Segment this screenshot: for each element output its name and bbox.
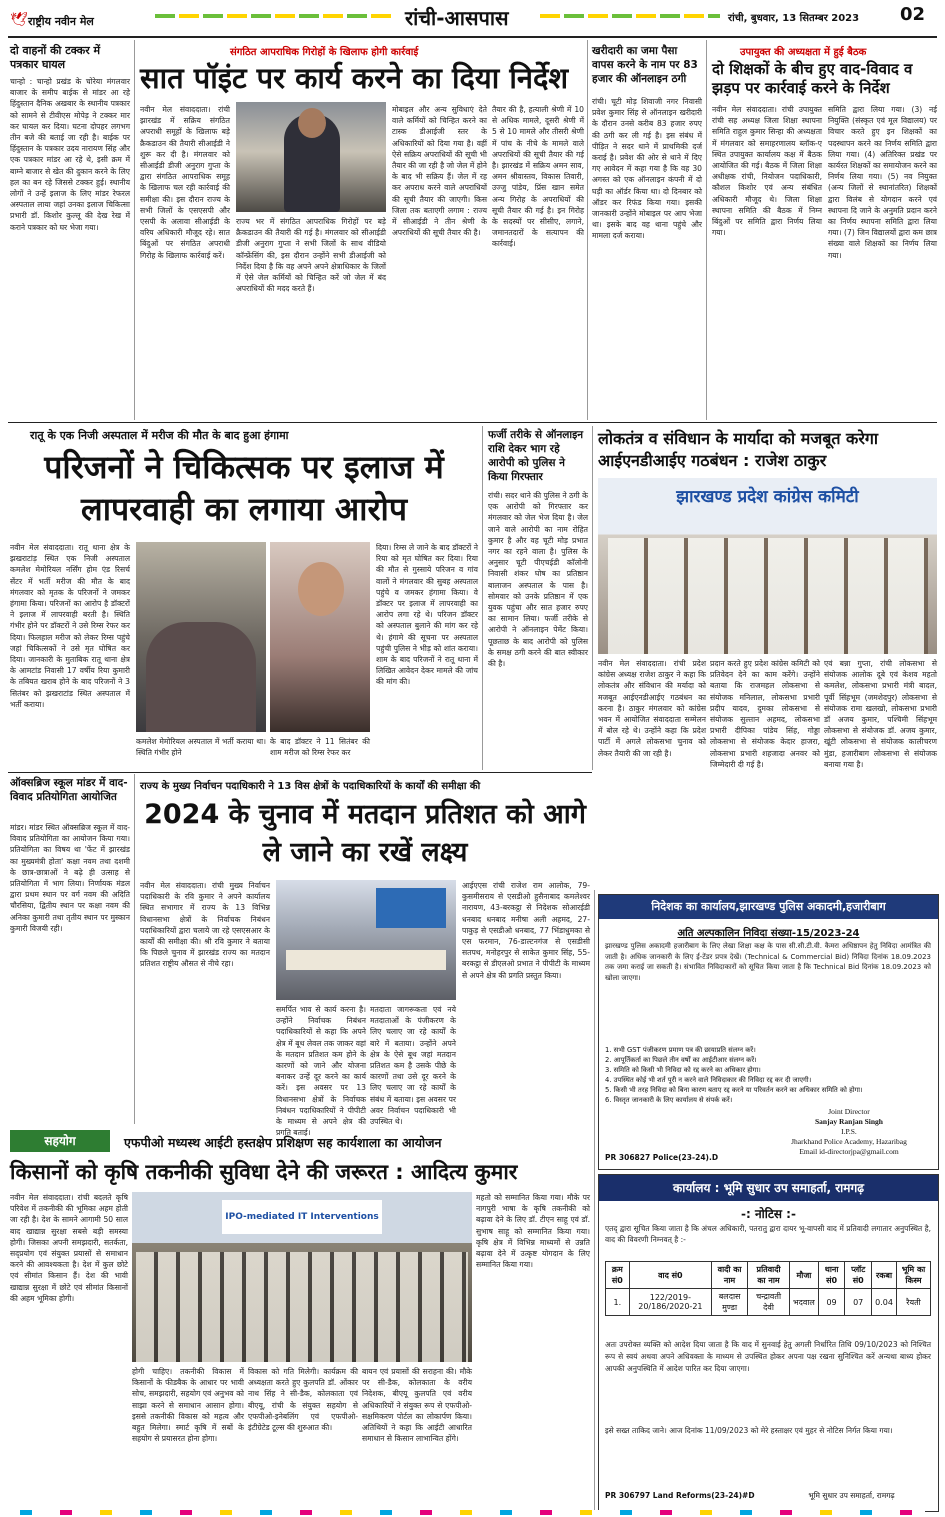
india-col2: प्रदान करते हुए प्रदेश कांग्रेस कमिटी को प्रतिवेदन देने का काम करेंगे। उन्होंने बताया कि राजमहल लोकसभा से संयोजक मनिलाल, लोकसभा प्रभारी प्रदीप यादव, दुमका लोकसभा से संयोजक सुल्तान अहमद, लोकसभा प्रभारी दीपिका पांडेय सिंह, गोड्डा लोकसभा से संयोजक केदार हाजरा, लोकसभा प्रभारी शहजादा अनवर को जिम्मेदारी दी गई है। [710, 659, 820, 769]
land-intro: एतद् द्वारा सूचित किया जाता है कि अंचल अधिकारी, पतरातु द्वारा दायर भू-वापसी वाद में प्रतिवादी लगातार अनुपस्थित है, वाद की विवरणी निम्नवत् है :- [605, 1224, 931, 1244]
tender-note: 1. सभी GST पंजीकरण प्रमाण पत्र की छायाप्रति संलग्न करें। [605, 1046, 756, 1054]
hospital-col1: नवीन मेल संवाददाता। रातू थाना क्षेत्र के झखराटांड़ स्थित एक निजी अस्पताल कमलेश मेमोरियल नर्सिंग होम एंड रिसर्च सेंटर में भर्ती मरीज की मौत के बाद मंगलवार को मृतक के परिजनों ने जमकर हंगामा किया। परिजनों का आरोप है डॉक्टरों ने इलाज में लापरवाही बरती है। स्थिति गंभीर होने पर डॉक्टरों ने उसे रिम्स रेफर कर दिया। फिलहाल मरीज को लेकर रिम्स पहुंचे जहां चिकित्सकों ने उसे मृत घोषित कर दिया। जानकारी के मुताबिक रातू थाना क्षेत्र के आमटांड निवासी 17 वर्षीय रिया कुमारी के तबियत खराब होने के बाद परिजनों ने 3 सितंबर को झखराटांड स्थित अस्पताल में भर्ती कराया। [10, 543, 130, 709]
cell: 0.04 [872, 1289, 897, 1316]
tender-title: अति अल्पकालिन निविदा संख्या-15/2023-24 [677, 928, 860, 939]
tender-box [598, 894, 939, 1170]
hospital-headline: परिजनों ने चिकित्सक पर इलाज में लापरवाही का लगाया आरोप [44, 448, 444, 528]
header-rule [8, 36, 937, 38]
brief1-headline: दो वाहनों की टक्कर में पत्रकार घायल [10, 44, 101, 71]
hospital-photo-victim [270, 542, 370, 732]
fpo-banner: IPO-mediated IT Interventions [222, 1200, 382, 1234]
fraud-text: रांची। चूटी मोड़ शिवाजी नगर निवासी प्रवेश कुमार सिंह से ऑनलाइन खरीदारी के दौरान उनसे करीब 83 हजार रुपए की ठगी कर ली गई है। इस संबंध में पीड़ित ने सदर थाने में प्राथमिकी दर्ज कराई है। प्रवेश की ओर से थाने में दिए गए आवेदन में कहा गया है कि वह 30 अगस्त को एक ऑनलाइन कंपनी में दो घड़ी का ऑर्डर किया था। दो दिनबार को ऑडर कर रिफंड किया गया। इसकी जानकारी उन्होंने मोबाइल पर आप भेजा था। इसके बाद वह थाना पहुंचे और मामला दर्ज कराया। [592, 97, 702, 241]
screen-shape [376, 888, 446, 928]
people-row [136, 1252, 468, 1362]
divider [134, 40, 135, 420]
cell: 122/2019-20/186/2020-21 [629, 1289, 711, 1316]
cell: 09 [818, 1289, 844, 1316]
election-headline: 2024 के चुनाव में मतदान प्रतिशत को आगे ले जाने का रखें लक्ष्य [144, 799, 586, 868]
election-meeting-photo [276, 880, 456, 1000]
tender-signature [769, 1107, 929, 1157]
tender-note: 3. समिति को किसी भी निविदा को रद्द करने का अधिकार होगा। [605, 1066, 761, 1074]
fpo-headline: किसानों को कृषि तकनीकी सुविधा देने की जरूरत : आदित्य कुमार [10, 1160, 518, 1184]
sign-designation: Joint Director [828, 1107, 870, 1116]
main-kicker: संगठित आपराधिक गिरोहों के खिलाफ होगी कार्रवाई [230, 47, 419, 58]
col-header: रकबा [872, 1262, 897, 1289]
col-header: थाना सं0 [818, 1262, 844, 1289]
header-stripe [155, 14, 395, 18]
fpo-col5: महतो को सम्मानित किया गया। मौके पर नागपुरी भाषा के कृषि तकनीकी को बढ़ावा देने के लिए डॉ. टीएन साहू एवं डॉ. सुभाष साहू को सम्मानित किया गया। कृषि क्षेत्र में विभिन्न माध्यमों से उन्नति बढ़ावा देने में उत्कृष्ट योगदान के लिए सम्मानित किया गया। [476, 1193, 590, 1270]
divider [594, 890, 595, 1510]
hospital-kicker: रातू के एक निजी अस्पताल में मरीज की मौत के बाद हुआ हंगामा [30, 429, 289, 442]
tender-banner: निदेशक का कार्यालय,झारखण्ड पुलिस अकादमी,हजारीबाग [599, 895, 938, 919]
col-header: वादी का नाम [712, 1262, 748, 1289]
cyber-headline: फर्जी तरीके से ऑनलाइन राशि देकर भाग रहे आरोपी को पुलिस ने किया गिरफ्तार [488, 429, 584, 483]
speakers-row [608, 538, 928, 654]
india-col3: एवं बन्ना गुप्ता, रांची लोकसभा से संयोजक आलोक दूबे एवं केशव महतो कमलेश, लोकसभा प्रभारी मंत्री बादल, पूर्वी सिंहभूम (जमशेदपुर) लोकसभा से संयोजक रामा खलखो, लोकसभा प्रभारी डॉ अजय कुमार, पश्चिमी सिंहभूम लोकसभा से संयोजक डॉ. अजय कुमार, खूंटी लोकसभा से संयोजक कालीचरण मुंडा, हजारीबाग लोकसभा से संयोजक बनाया गया है। [824, 659, 937, 769]
quiz-text: मांडर। मांडर स्थित ऑक्सब्रिज स्कूल में वाद-विवाद प्रतियोगिता का आयोजन किया गया। प्रतियोगिता का विषय था 'फेंट में झारखंड का मुख्यमंत्री होता' कक्षा नवम तथा दशमी के छात्र-छात्राओं ने बढ़े ही उत्साह से प्रतियोगिता में भाग लिया। निर्णायक मंडल द्वारा प्रथम स्थान पर वर्ग नवम की अदिति चौरसिया, द्वितीय स्थान पर कक्षा नवम की अनिका कुमारी तथा तृतीय स्थान पर मुस्कान कुमारी विजयी रही। [10, 823, 130, 933]
land-body: अतः उपरोक्त व्यक्ति को आदेश दिया जाता है कि वाद में सुनवाई हेतु अगली निर्धारित तिथि 09/10/2023 को निश्चित रूप से स्वयं अथवा अपने अधिवक्ता के माध्यम से उपस्थित होकर अपना पक्ष रखना सुनिश्चित करें अन्यथा बाध्य होकर आपकी अनुपस्थिति में आदेश पारित कर दिया जाएगा। [605, 1340, 931, 1373]
masthead-title: राष्ट्रीय नवीन मेल [28, 15, 94, 28]
india-headline: लोकतंत्र व संविधान के मार्यादा को मजबूत करेगा आईएनडीआईए गठबंधन : राजेश ठाकुर [598, 429, 879, 470]
hospital-photo-crowd [136, 542, 266, 732]
cyber-text: रांची। सदर थाने की पुलिस ने ठगी के एक आरोपी को गिरफ्तार कर मंगलवार को जेल भेज दिया है। जेल जाने वाले आरोपी का नाम रोहित कुमार है और वह चूटी मोड़ प्रभात नगर का रहने वाला है। पुलिस के अनुसार चूटी पीएचईडी कॉलोनी निवासी शंकर घोष का प्रतिष्ठान बालाजन अस्पताल के पास है। सोमवार को उनके प्रतिष्ठान में एक युवक पहुंचा और सात हजार रुपए का सामान लिया। फर्जी तरीके से आरोपी ने ऑनलाइन पेमेंट किया। पूछताछ के बाद आरोपी को पुलिस के समक्ष ठगी करने की बात स्वीकार की है। [488, 491, 589, 669]
divider [482, 426, 483, 770]
fraud-headline: खरीदारी का जमा पैसा वापस करने के नाम पर 83 हजार की ऑनलाइन ठगी [592, 45, 698, 85]
divider [134, 774, 135, 1124]
brief1-text: चान्हो : चान्हो प्रखंड के चोरेया मंगलवार बाजार के समीप बाईक से मांडर आ रहे हिंदुस्तान दैनिक अखबार के स्थानीय पत्रकार को सामने से टीवीएस मोपेड़ ने टक्कर मार कर घायल कर दिया। घटना दोपहर लगभग तीन बजे की बताई जा रही है। बाईक पर हिंदुस्तान के पत्रकार उदय नारायण सिंह और एक पत्रकार मांडर आ रहे थे, इसी क्रम में बाम्ने बाजार से खेत की दुकान करने के लिए हल का बन रहे जिससे टक्कर हुई। स्थानीय लोगों ने उन्हें इलाज के लिए मांडर रेफरल अस्पताल लाया जहां उनका इलाज चिकित्सा प्रभारी डॉ. किशोर कुल्लू की देख रेख में कराने पत्रकार को घर भेजा गया। [10, 77, 130, 232]
page-number: 02 [900, 4, 926, 25]
col-header: क्रम सं0 [606, 1262, 630, 1289]
main-col1: नवीन मेल संवाददाता। रांची झारखंड में सक्रिय संगठित अपराधी समूहों के खिलाफ बड़े क्रैकडाउन की तैयारी सीआईडी ने शुरू कर दी है। मंगलवार को सीआईडी डीजी अनुराग गुप्ता के द्वारा संगठित आपराधिक समूह के खिलाफ चल रही कार्रवाई की समीक्षा की। इस दौरान राज्य के सभी जिलों के एसएसपी और एसपी के अलावा सीआईडी के वरिय अधिकारी मौजूद रहे। सात बिंदुओं पर संगठित अपराधी गिरोह के खिलाफ कार्रवाई करें। [140, 105, 230, 260]
quiz-headline: ऑक्सब्रिज स्कूल मांडर में वाद-विवाद प्रतियोगिता आयोजित [10, 777, 128, 803]
election-col4: आईएएस रांची राजेश राम आलोक, 79-कुसमीसराय से एसडीओ हुसैनाबाद कमलेश्वर नारायण, 43-बरकट्ठा से निदेशक सोआरईडी धनबाद धनबाद मनीषा अली अहमद, 27-पाकुड़ से एसडीओ धनबाद, 77 भिंडाधुमका से एस फरमान, 76-डाल्टनगंज से एसडीसी सतपथ, मनोहरपुर से साकेत कुमार सिंह, 55-बरकट्ठा से डीएलओ प्रभात ने पीपीटी के माध्यम से अपने क्षेत्र की प्रगति प्रस्तुत किया। [462, 881, 590, 980]
fpo-kicker: एफपीओ मध्यस्थ आईटी हस्तक्षेप प्रशिक्षण सह कार्यशाला का आयोजन [124, 1135, 442, 1150]
officer-face [298, 108, 326, 138]
table-row [606, 1289, 931, 1316]
crowd-shape [146, 622, 256, 732]
masthead-logo [10, 8, 150, 34]
tender-note: 4. उपस्थित कोई भी शर्त पूरी न करने वाले निविदाकार की निविदा रद्द कर दी जाएगी। [605, 1076, 812, 1084]
teachers-headline: दो शिक्षकों के बीच हुए वाद-विवाद व झड़प पर कार्रवाई करने के निर्देश [712, 60, 913, 97]
congress-presser-photo [598, 478, 937, 654]
tender-note: 2. आपूर्तिकर्ता का पिछले तीन वर्षों का आईटीआर संलग्न करें। [605, 1056, 757, 1064]
color-registration-bar [20, 1510, 925, 1515]
dateline: रांची, बुधवार, 13 सितम्बर 2023 [728, 13, 860, 24]
cell: बलदास मुण्डा [712, 1289, 748, 1316]
section-title: रांची-आसपास [405, 6, 509, 30]
col-header: वाद सं0 [629, 1262, 711, 1289]
land-pr: PR 306797 Land Reforms(23-24)#D [605, 1491, 755, 1500]
election-col2: समर्पित भाव से कार्य करना है। उन्होंने निर्वाचक निबंधन पदाधिकारियों से कहा कि अपने क्षेत्र में बूथ लेवल तक जाकर वहां के मतदान प्रतिशत कम होने के कारणों को जाने और योजना बनाकर उन्हें दूर करने का कार्य करें। इस अवसर पर 13 विधानसभा क्षेत्रों के निर्वाचक निबंधन पदाधिकारियों ने पीपीटी के माध्यम से अपने क्षेत्र की प्रगति बताई। [276, 1005, 366, 1138]
land-sign: भूमि सुधार उप समाहर्ता, रामगढ़ [808, 1491, 895, 1500]
election-col3: मतदाता जागरूकता एवं नये मतदाताओं के पंजीकरण के लिए चलाए जा रहे कार्यों के बारे में बताया। उन्होंने अपने क्षेत्र के ऐसे बूथ जहां मतदान प्रतिशत कम है उसके पीछे के कारणों तथा उसे दूर करने के लिए चलाए जा रहे कार्यों के संबंध में बताया। इस अवसर पर अवर निर्वाचन पदाधिकारी भी उपस्थित थे। [370, 1005, 456, 1127]
main-headline: सात पॉइंट पर कार्य करने का दिया निर्देश [140, 61, 569, 95]
tender-note: 6. विस्तृत जानकारी के लिए कार्यालय से संपर्क करें। [605, 1096, 733, 1104]
fpo-col1: नवीन मेल संवाददाता। रांची बदलते कृषि परिवेश में तकनीकी की भूमिका अहम होती जा रही है। देश के सामने आगामी 50 साल बाद खाद्यान्न सुरक्षा सबसे बड़ी समस्या होगी। जिसका अपनी समझदारी, सतर्कता, सद्प्रयोग एवं संयुक्त प्रयासों से समाधान करने की आवश्यकता है। देश में कुल छोटे एवं सीमांत किसान हैं। देश की भावी खाद्यान्न सुरक्षा में छोटे एवं सीमांत किसानों की अहम भूमिका होगी। [10, 1193, 128, 1303]
teachers-col1: नवीन मेल संवाददाता। रांची उपायुक्त रांची सह अध्यक्ष जिला शिक्षा स्थापना समिति राहुल कुमार सिन्हा की अध्यक्षता में मंगलवार को समाहरणालय ब्लॉक-ए स्थित उपायुक्त कार्यालय कक्ष में बैठक आयोजित की गई। बैठक में जिला शिक्षा अधीक्षक रांची, नियोजन पदाधिकारी, कौशल किशोर एवं अन्य संबंधित अधिकारी मौजूद थे। जिला शिक्षा स्थापना समिति की बैठक में निम्न बिंदुओं पर समिति द्वारा निर्णय लिया गया। [712, 105, 822, 238]
teachers-col2: समिति द्वारा लिया गया। (3) नई नियुक्ति (संस्कृत एवं मूल विद्यालय) पर विचार करते हुए इन शिक्षकों का पदस्थापन करने का निर्णय समिति द्वारा लिया गया। (4) अतिरिक्त प्रखंड पर कार्यरत शिक्षकों का समायोजन करने का निर्णय लिया गया। (5) नव नियुक्त (अन्य जिलों से स्थानांतरित) शिक्षकों द्वारा विलंब से योगदान करने एवं स्थापना दि जाने के अनुमति प्रदान करने का निर्णय स्थापना समिति द्वारा लिया गया। (7) जिन विद्यालयों द्वारा कम छात्र संख्या वाले शिक्षकों का निर्णय लिया गया। [828, 105, 937, 260]
header-stripe-right [540, 14, 720, 18]
col-header: प्लॉट सं0 [845, 1262, 872, 1289]
divider [587, 40, 588, 420]
divider [592, 426, 593, 770]
land-table [605, 1261, 931, 1316]
cell: 1. [606, 1289, 630, 1316]
sign-office: Jharkhand Police Academy, Hazaribag [791, 1137, 907, 1146]
land-date-line: इसे सख्त ताकिद जाने। आज दिनांक 11/09/2023 को मेरे हस्ताक्षर एवं मुहर से नोटिस निर्गत किया गया। [605, 1426, 893, 1435]
victim-face [298, 562, 344, 616]
fpo-col3: विकास को गति मिलेगी। कार्यक्रम की अध्यक्षता करते हुए कुलपति डॉ. ओंकार नाथ सिंह ने सी-डैक, कोलकाता एवं बीएयू, रांची के संयुक्त सहयोग से एफपीओ-इनेबलिंग एवं एफपीओ-इंटीग्रेटेड टूल्स की शुरुआत की। [248, 1367, 358, 1433]
tender-notes [605, 1045, 931, 1105]
land-banner: कार्यालय : भूमि सुधार उप समाहर्ता, रामगढ़ [599, 1175, 938, 1201]
fpo-tag: सहयोग [10, 1130, 110, 1152]
cid-dg-photo [236, 102, 386, 212]
col-header: मौजा [790, 1262, 819, 1289]
section-rule [8, 772, 592, 773]
fpo-col2: होगी चाहिए। तकनीकी विकास में किसानों के फीडबैक के आधार पर भावी सोच, समझदारी, सहयोग एवं अनुभव को साझा करने से समाधान आसान होगा। इससे तकनीकी विकास को महत्व और बहुत मिलेगा। स्मार्ट कृषि में सबों के सहयोग से प्रयासरत होना होगा। [132, 1367, 244, 1444]
land-table-header [606, 1262, 931, 1289]
cell: 07 [845, 1289, 872, 1316]
bird-icon: 🕊 [10, 12, 28, 28]
tender-body: झारखण्ड पुलिस अकादमी हजारीबाग के लिए लेखा शिक्षा कक्ष के पास सी.सी.टी.वी. कैमरा अधिष्ठापन हेतु निविदा आमंत्रित की जाती है। अधिक जानकारी के लिए ई-टेंडर प्रपत्र देखें। (Technical & Commercial Bid) निविदा दिनांक 18.09.2023 तक जमा कराई जा सकती है। संभावित निविदाकारों को सूचित किया जाता है कि Technical Bid दिनांक 18.09.2023 को खोला जाएगा। [605, 942, 931, 982]
divider [706, 40, 707, 420]
india-col1: नवीन मेल संवाददाता। रांची प्रदेश कांग्रेस अध्यक्ष राजेश ठाकुर ने कहा कि लोकतंत्र और संविधान की मर्यादा को मजबूत आईएनडीआईए गठबंधन का करना है। ठाकुर मंगलवार को कांग्रेस भवन में आयोजित संवाददाता सम्मेलन में बोल रहे थे। उन्होंने कहा कि प्रदेश पार्टी में अगले लोकसभा चुनाव को लेकर तैयारी की जा रही है। [598, 659, 706, 758]
col-header: भूमि का किस्म [896, 1262, 930, 1289]
table-shape [286, 950, 446, 970]
fpo-group-photo [132, 1192, 472, 1362]
election-kicker: राज्य के मुख्य निर्वाचन पदाधिकारी ने 13 विस क्षेत्रों के पदाधिकारियों के कार्यों की समीक्षा की [140, 781, 481, 792]
section-rule [8, 422, 937, 423]
tender-pr: PR 306827 Police(23-24).D [605, 1153, 719, 1162]
sign-name: Sanjay Ranjan Singh [815, 1117, 883, 1126]
hospital-col2: दिया। रिम्स ले जाने के बाद डॉक्टरों ने रिया को मृत घोषित कर दिया। रिया की मौत से गुस्साये परिजन व गांव वालों ने मंगलवार की सुबह अस्पताल पहुंचे व जमकर हंगामा किया। वे डॉक्टर पर इलाज में लापरवाही का आरोप लगा रहे थे। परिजन डॉक्टर को अस्पताल बुलाने की मांग कर रहे थे। हंगामे की सूचना पर अस्पताल पहुंची पुलिस ने भीड़ को शांत कराया। शाम के बाद परिजनों ने रातू थाना में लिखित आवेदन देकर मामले की जांच की मांग की। [376, 543, 478, 687]
cell: चन्द्रावती देवी [748, 1289, 790, 1316]
main-col3: मोबाइल और अन्य सुविधाएं देते वाले कर्मियों को चिन्हित करने का टास्क डीआईजी स्तर के अधिकारियों को दिया गया है। वहीं ऐसे सक्रिय अपराधियों की सूची भी तैयार की जा रही है जो जेल में होने के बाद भी सक्रिय हैं। जेल में रह कर अपराध करने वाले अपराधियों की सूची तैयार की जाएगी। किस जिला तक बताएगी लगाम : राज्य में सीआईडी ने तीन श्रेणी के अपराधियों की सूची तैयार की है। [392, 105, 487, 238]
tender-note: 5. किसी भी तरह निविदा को बिना कारण बताए रद्द करने या परिवर्तन करने का अधिकार समिति को होगा। [605, 1086, 863, 1094]
sign-email: Email id-directorjpa@gmail.com [799, 1147, 899, 1156]
land-notice-box [598, 1174, 939, 1512]
main-col4: तैयार की है, हत्याली श्रेणी में 10 से अधिक मामले, दूसरी श्रेणी में 5 से 10 मामले और तीसरी श्रेणी में पांच के नीचे के मामले वाले अपराधियों की सूची तैयार की गई है। झारखंड में सक्रिय अमन साव, अमन श्रीवास्तव, विकास तिवारी, उज्जु पांडेय, प्रिंस खान समेत अन्य गिरोह के अपराधियों की सूची तैयार की गई है। इन गिरोह के सदस्यों पर सीसीए, लगाने, जमानतदारों के सत्यापन की कार्रवाई। [492, 105, 584, 249]
fpo-col4: बायन एवं प्रयासों की सराहना की। मौके पर सी-डैक, कोलकाता के वरीय निदेशक, बीएयू कुलपति एवं वरीय अधिकारियों ने संयुक्त रूप से एफपीओ-सक्षमिकरण पोर्टल का लोकार्पण किया। अतिथियों ने कहा कि आईटी आधारित समाधान से किसान लाभान्वित होंगे। [362, 1367, 472, 1444]
congress-banner: झारखण्ड प्रदेश कांग्रेस कमिटी [676, 487, 859, 507]
main-col2: राज्य भर में संगठित आपराधिक गिरोहों पर बड़े क्रैकडाउन की तैयारी की गई है। मंगलवार को सीआईडी डीजी अनुराग गुप्ता ने सभी जिलों के साथ वीडियो कॉन्फ्रेंसिंग की, इस दौरान उन्होंने सभी डीआईजी को निर्देश दिया है कि वह अपने अपने क्षेत्राधिकार के जिलों में ऐसे जेल कर्मियों को चिन्हित करें जो जेल में बंद अपराधियों की मदद करते हैं। [236, 217, 386, 294]
cell: भदवाल [790, 1289, 819, 1316]
land-title: -: नोटिस :- [741, 1207, 796, 1221]
sign-rank: I.P.S. [841, 1127, 857, 1136]
hospital-caption2: के बाद डॉक्टर ने 11 सितंबर की शाम मरीज को रिम्स रेफर कर [270, 737, 370, 758]
land-table-wrap [605, 1261, 931, 1316]
teachers-kicker: उपायुक्त की अध्यक्षता में हुई बैठक [740, 47, 867, 58]
col-header: प्रतिवादी का नाम [748, 1262, 790, 1289]
cell: रैयती [896, 1289, 930, 1316]
hospital-caption1: कमलेश मेमोरियल अस्पताल में भर्ती कराया था। स्थिति गंभीर होने [136, 737, 266, 758]
election-col1: नवीन मेल संवाददाता। रांची मुख्य निर्वाचन पदाधिकारी के रवि कुमार ने अपने कार्यालय स्थित सभागार में राज्य के 13 विभिन्न विधानसभा क्षेत्रों के निर्वाचक निबंधन पदाधिकारियों द्वारा चलाये जा रहे एसएसआर के कार्यों की समीक्षा की। श्री रवि कुमार ने बताया कि पिछले चुनाव में झारखंड राज्य का मतदान प्रतिशत राष्ट्रीय औसत से नीचे रहा। [140, 881, 270, 969]
